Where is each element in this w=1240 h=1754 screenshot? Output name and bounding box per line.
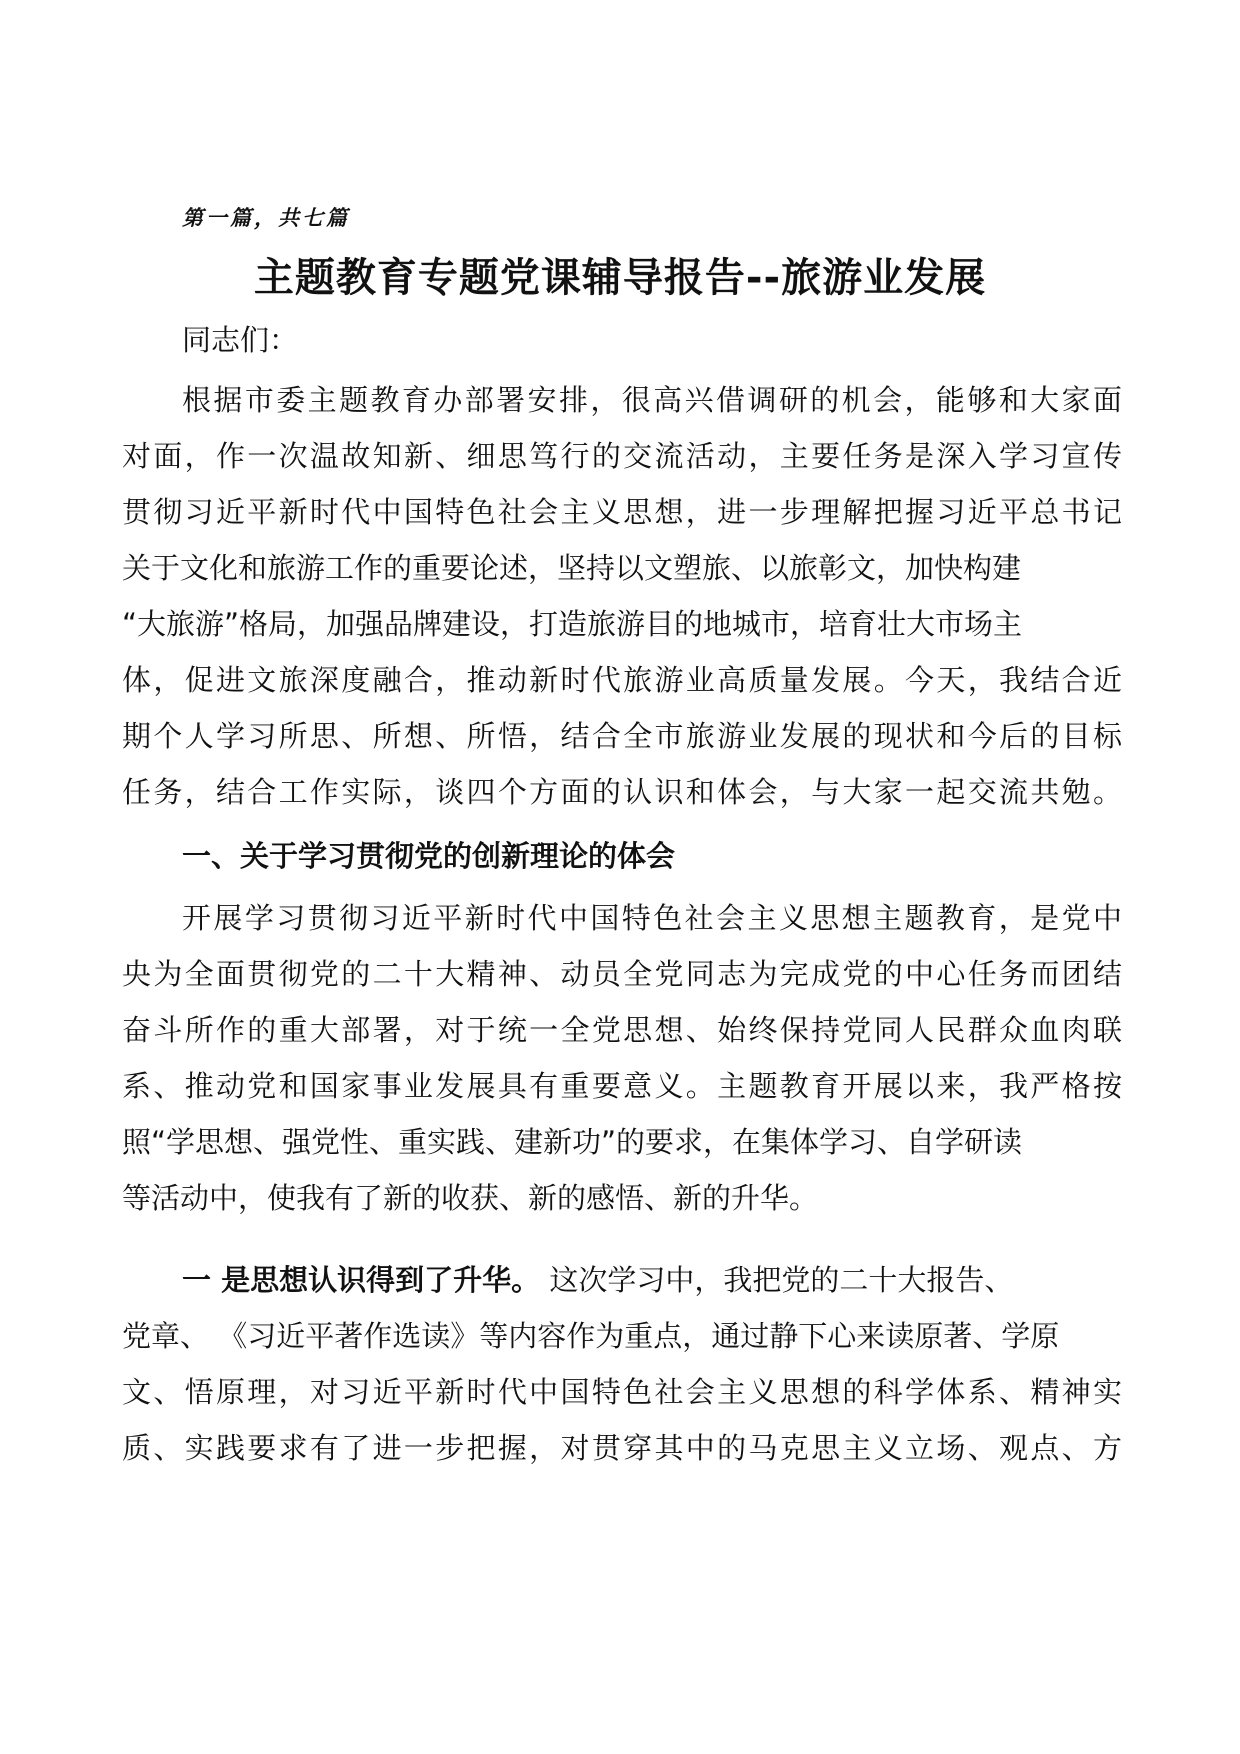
point1-line: 质、实践要求有了进一步把握，对贯穿其中的马克思主义立场、观点、方	[122, 1431, 1122, 1465]
paragraph1-line: 任务，结合工作实际，谈四个方面的认识和体会，与大家一起交流共勉。	[122, 775, 1122, 809]
paragraph1-line: 期个人学习所思、所想、所悟，结合全市旅游业发展的现状和今后的目标	[122, 719, 1122, 753]
paragraph2-line: 开展学习贯彻习近平新时代中国特色社会主义思想主题教育，是党中	[182, 901, 1122, 935]
paragraph1-line: 根据市委主题教育办部署安排，很高兴借调研的机会，能够和大家面	[182, 383, 1122, 417]
paragraph2-line: 照“学思想、强党性、重实践、建新功”的要求，在集体学习、自学研读	[122, 1125, 1023, 1159]
point1-first-line	[182, 1262, 1122, 1298]
paragraph1-line: “大旅游”格局，加强品牌建设，打造旅游目的地城市，培育壮大市场主	[122, 607, 1023, 641]
paragraph1-line: 体，促进文旅深度融合，推动新时代旅游业高质量发展。今天，我结合近	[122, 663, 1122, 697]
point1-line: 文、悟原理，对习近平新时代中国特色社会主义思想的科学体系、精神实	[122, 1375, 1122, 1409]
section-heading: 一、关于学习贯彻党的创新理论的体会	[182, 839, 676, 873]
point1-line: 党章、 《习近平著作选读》等内容作为重点，通过静下心来读原著、学原	[122, 1319, 1060, 1353]
series-label: 第一篇，共七篇	[182, 205, 350, 230]
paragraph1-line: 关于文化和旅游工作的重要论述，坚持以文塑旅、以旅彰文，加快构建	[122, 551, 1022, 585]
point1-first-rest: 这次学习中，我把党的二十大报告、	[540, 1263, 1014, 1297]
paragraph1-line: 对面，作一次温故知新、细思笃行的交流活动，主要任务是深入学习宣传	[122, 439, 1122, 473]
paragraph2-line: 系、推动党和国家事业发展具有重要意义。主题教育开展以来，我严格按	[122, 1069, 1122, 1103]
paragraph2-line: 央为全面贯彻党的二十大精神、动员全党同志为完成党的中心任务而团结	[122, 957, 1122, 991]
salutation: 同志们：	[182, 323, 299, 357]
document-title: 主题教育专题党课辅导报告--旅游业发展	[253, 255, 987, 301]
paragraph2-line: 等活动中，使我有了新的收获、新的感悟、新的升华。	[122, 1181, 819, 1215]
paragraph2-line: 奋斗所作的重大部署，对于统一全党思想、始终保持党同人民群众血肉联	[122, 1013, 1122, 1047]
point1-lead: 一 是思想认识得到了升华。	[182, 1263, 541, 1297]
paragraph1-line: 贯彻习近平新时代中国特色社会主义思想，进一步理解把握习近平总书记	[122, 495, 1122, 529]
